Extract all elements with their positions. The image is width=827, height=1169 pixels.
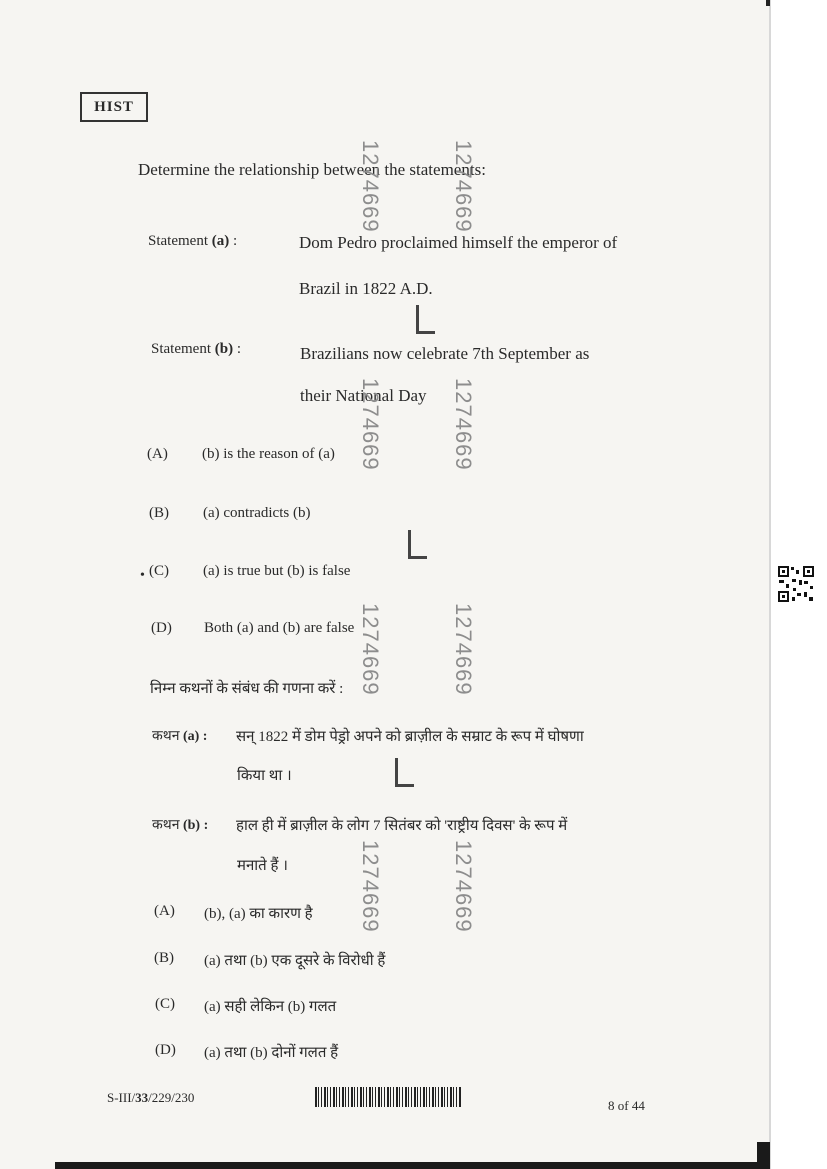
- option-c-key: (C): [149, 563, 169, 579]
- option-b-text: (a) contradicts (b): [203, 505, 311, 521]
- watermark-corner-mark: [408, 530, 427, 559]
- watermark-number: 1274669: [358, 603, 383, 696]
- watermark-number: 1274669: [451, 840, 476, 933]
- option-a-text: (b) is the reason of (a): [202, 446, 335, 462]
- statement-b-letter: (b): [214, 341, 234, 357]
- hindi-option-c-text: (a) सही लेकिन (b) गलत: [204, 999, 337, 1015]
- qr-code-icon: [777, 565, 815, 603]
- hindi-prompt: निम्न कथनों के संबंध की गणना करें :: [150, 681, 344, 697]
- watermark-number: 1274669: [358, 378, 383, 471]
- page-number: 8 of 44: [608, 1098, 645, 1113]
- paper-code-prefix: S-III/: [107, 1090, 136, 1105]
- hindi-statement-b-line1: हाल ही में ब्राज़ील के लोग 7 सितंबर को 'राष्ट्रीय दिवस' के रूप में: [236, 818, 568, 834]
- hindi-statement-a-letter: (a) :: [182, 729, 208, 744]
- scan-shadow: [55, 1162, 770, 1169]
- statement-b-label: Statement (b) :: [151, 341, 242, 357]
- statement-a-label: Statement (a) :: [148, 233, 238, 249]
- hindi-option-a-text: (b), (a) का कारण है: [204, 906, 313, 922]
- page-edge: [769, 0, 771, 1169]
- watermark-number: 1274669: [451, 140, 476, 233]
- statement-a-word: Statement: [148, 233, 208, 249]
- question-prompt: Determine the relationship between the statements:: [138, 160, 486, 179]
- paper-code-suffix: /229/230: [148, 1090, 195, 1105]
- hindi-statement-a-label: [152, 726, 207, 745]
- scan-artifact: [766, 0, 770, 6]
- hindi-statement-b-line2: मनाते हैं ।: [237, 858, 288, 874]
- barcode-icon: [315, 1087, 461, 1107]
- hindi-option-d-key: (D): [155, 1042, 176, 1058]
- option-b-key: (B): [149, 505, 169, 521]
- hindi-option-a-key: (A): [154, 903, 175, 919]
- statement-a-line1: Dom Pedro proclaimed himself the emperor of: [299, 233, 618, 252]
- hindi-option-b-key: (B): [154, 950, 174, 966]
- selected-dot-icon: •: [140, 568, 145, 583]
- option-d-key: (D): [151, 620, 172, 636]
- hindi-option-d-text: (a) तथा (b) दोनों गलत हैं: [204, 1045, 339, 1061]
- statement-b-line1: Brazilians now celebrate 7th September as: [300, 344, 590, 363]
- watermark-corner-mark: [416, 305, 435, 334]
- hindi-statement-a-word: कथन: [152, 729, 180, 744]
- paper-code: [107, 1090, 194, 1106]
- watermark-number: 1274669: [358, 140, 383, 233]
- option-a-key: (A): [147, 446, 168, 462]
- watermark-number: 1274669: [451, 378, 476, 471]
- subject-tag: HIST: [80, 92, 148, 122]
- option-c-text: (a) is true but (b) is false: [203, 563, 351, 579]
- watermark-number: 1274669: [451, 603, 476, 696]
- statement-b-word: Statement: [151, 341, 211, 357]
- option-d-text: Both (a) and (b) are false: [204, 620, 355, 636]
- hindi-statement-a-line2: किया था ।: [237, 768, 292, 784]
- statement-a-letter: (a): [211, 233, 230, 249]
- hindi-statement-b-letter: (b) :: [182, 818, 209, 833]
- watermark-number: 1274669: [358, 840, 383, 933]
- hindi-statement-b-label: [152, 815, 208, 834]
- hindi-statement-b-word: कथन: [152, 818, 180, 833]
- hindi-option-c-key: (C): [155, 996, 175, 1012]
- statement-a-line2: Brazil in 1822 A.D.: [299, 279, 433, 298]
- hindi-statement-a-line1: सन् 1822 में डोम पेड्रो अपने को ब्राज़ील के सम्राट के रूप में घोषणा: [236, 729, 584, 745]
- watermark-corner-mark: [395, 758, 414, 787]
- paper-code-bold: 33: [135, 1090, 149, 1105]
- hindi-option-b-text: (a) तथा (b) एक दूसरे के विरोधी हैं: [204, 953, 386, 969]
- statement-b-line2: their National Day: [300, 386, 427, 405]
